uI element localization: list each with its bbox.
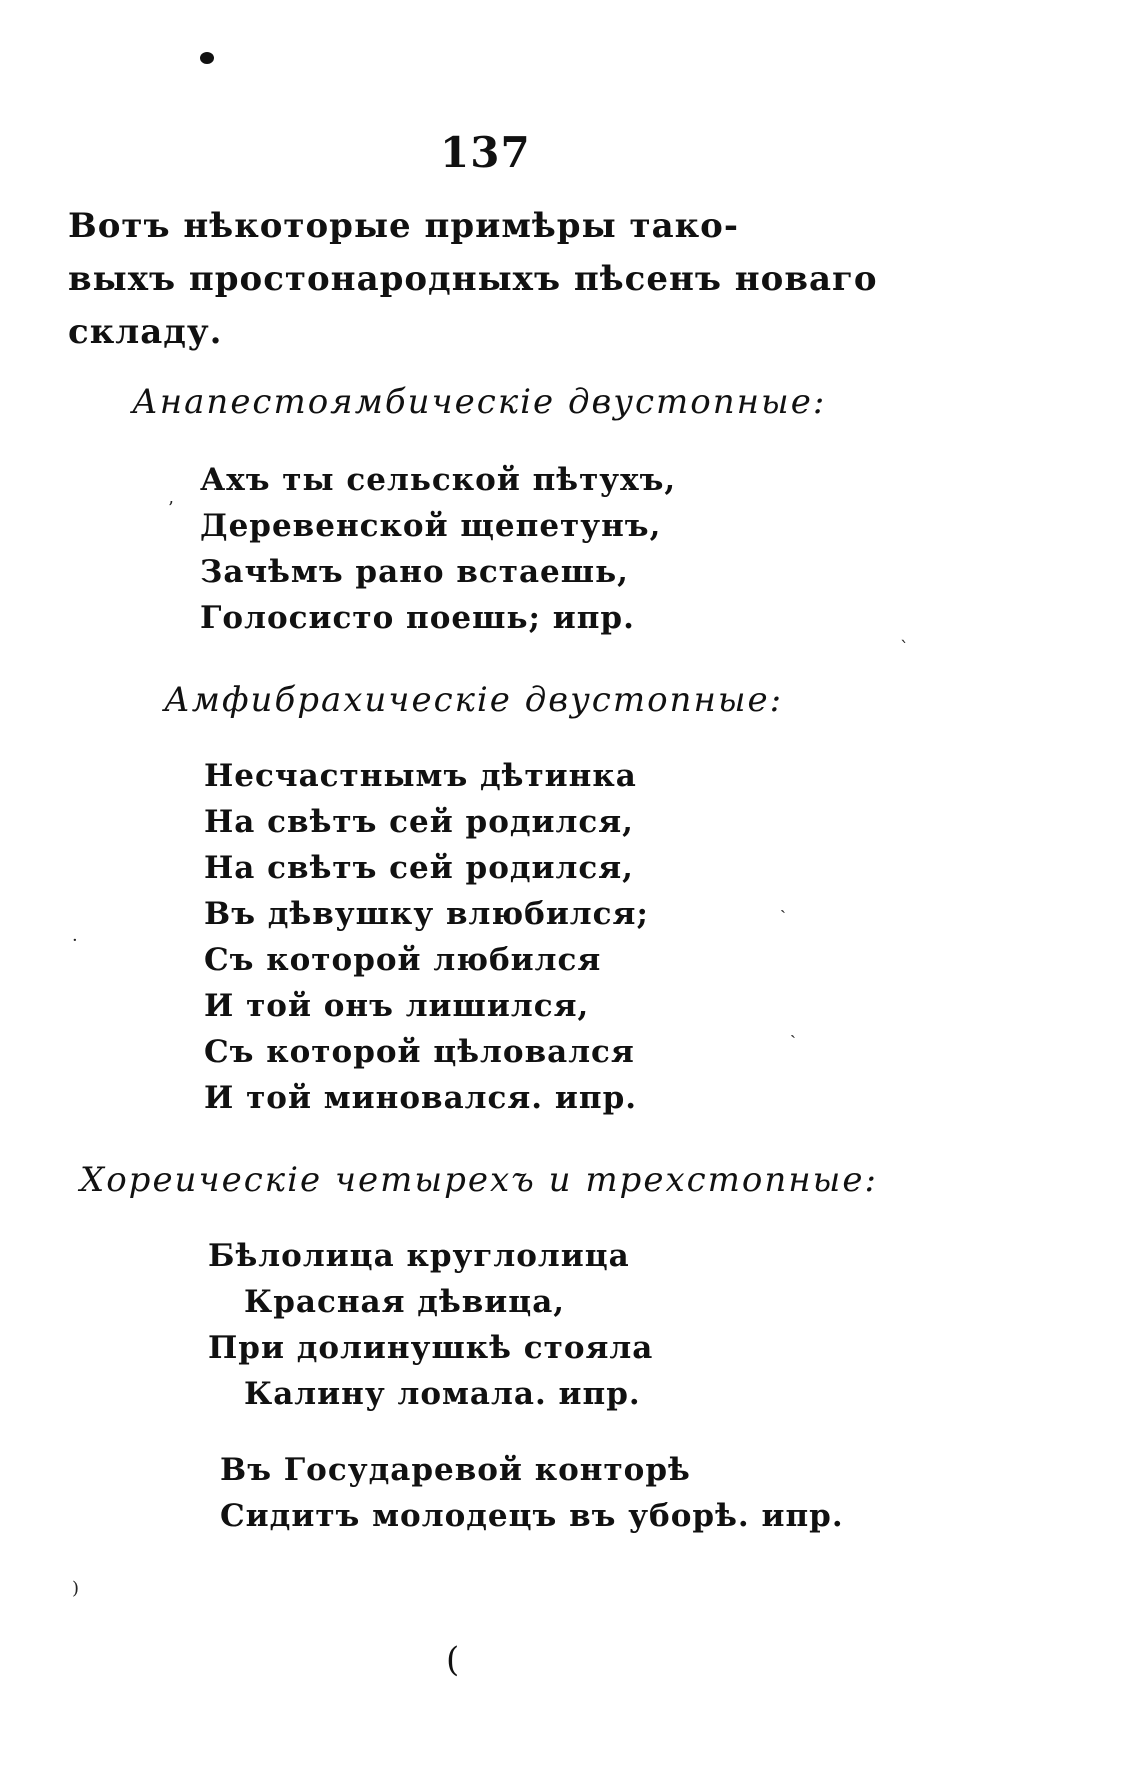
- section-heading-amphibrach: Амфибрахическіе двустопные:: [164, 680, 784, 720]
- verse-trochee-b: [220, 1447, 844, 1539]
- section-heading-trochee: Хореическіе четырехъ и трехстопные:: [80, 1160, 878, 1200]
- verse-line: Зачѣмъ рано встаешь,: [200, 554, 629, 590]
- verse-line: На свѣтъ сей родился,: [204, 850, 634, 886]
- intro-line: Вотъ нѣкоторые примѣры тако-: [68, 206, 739, 246]
- ink-speck: ): [72, 1578, 80, 1599]
- page-number: 137: [440, 128, 531, 177]
- verse-line: Ахъ ты сельской пѣтухъ,: [200, 462, 677, 498]
- ink-blot: [200, 52, 214, 64]
- verse-line: И той миновался. ипр.: [204, 1080, 638, 1116]
- intro-paragraph: [68, 200, 918, 359]
- verse-line: Въ Государевой конторѣ: [220, 1452, 691, 1488]
- verse-trochee: [208, 1233, 653, 1417]
- verse-line: Бѣлолица круглолица: [208, 1238, 630, 1274]
- verse-anapest: [200, 457, 676, 641]
- verse-line: Съ которой цѣловался: [204, 1034, 635, 1070]
- verse-line: На свѣтъ сей родился,: [204, 804, 634, 840]
- ink-speck: ˋ: [900, 638, 909, 659]
- verse-line: При долинушкѣ стояла: [208, 1330, 654, 1366]
- verse-line: Сидитъ молодецъ въ уборѣ. ипр.: [220, 1498, 844, 1534]
- verse-line: Деревенской щепетунъ,: [200, 508, 662, 544]
- ink-speck: ’: [168, 498, 174, 519]
- verse-line: Голосисто поешь; ипр.: [200, 600, 635, 636]
- footer-mark: (: [446, 1640, 460, 1680]
- verse-line: Калину ломала. ипр.: [244, 1376, 641, 1412]
- section-heading-anapest: Анапестоямбическіе двустопные:: [132, 382, 827, 422]
- verse-line: Въ дѣвушку влюбился;: [204, 896, 649, 932]
- verse-line: Съ которой любился: [204, 942, 602, 978]
- verse-amphibrach: [204, 753, 649, 1121]
- ink-speck: ˏ: [790, 1018, 796, 1039]
- ink-speck: ˎ: [780, 893, 786, 914]
- verse-line: Красная дѣвица,: [244, 1284, 566, 1320]
- intro-line: складу.: [68, 312, 223, 352]
- verse-line: И той онъ лишился,: [204, 988, 590, 1024]
- verse-line: Несчастнымъ дѣтинка: [204, 758, 637, 794]
- intro-line: выхъ простонародныхъ пѣсенъ новаго: [68, 259, 878, 299]
- ink-speck: ·: [72, 930, 78, 951]
